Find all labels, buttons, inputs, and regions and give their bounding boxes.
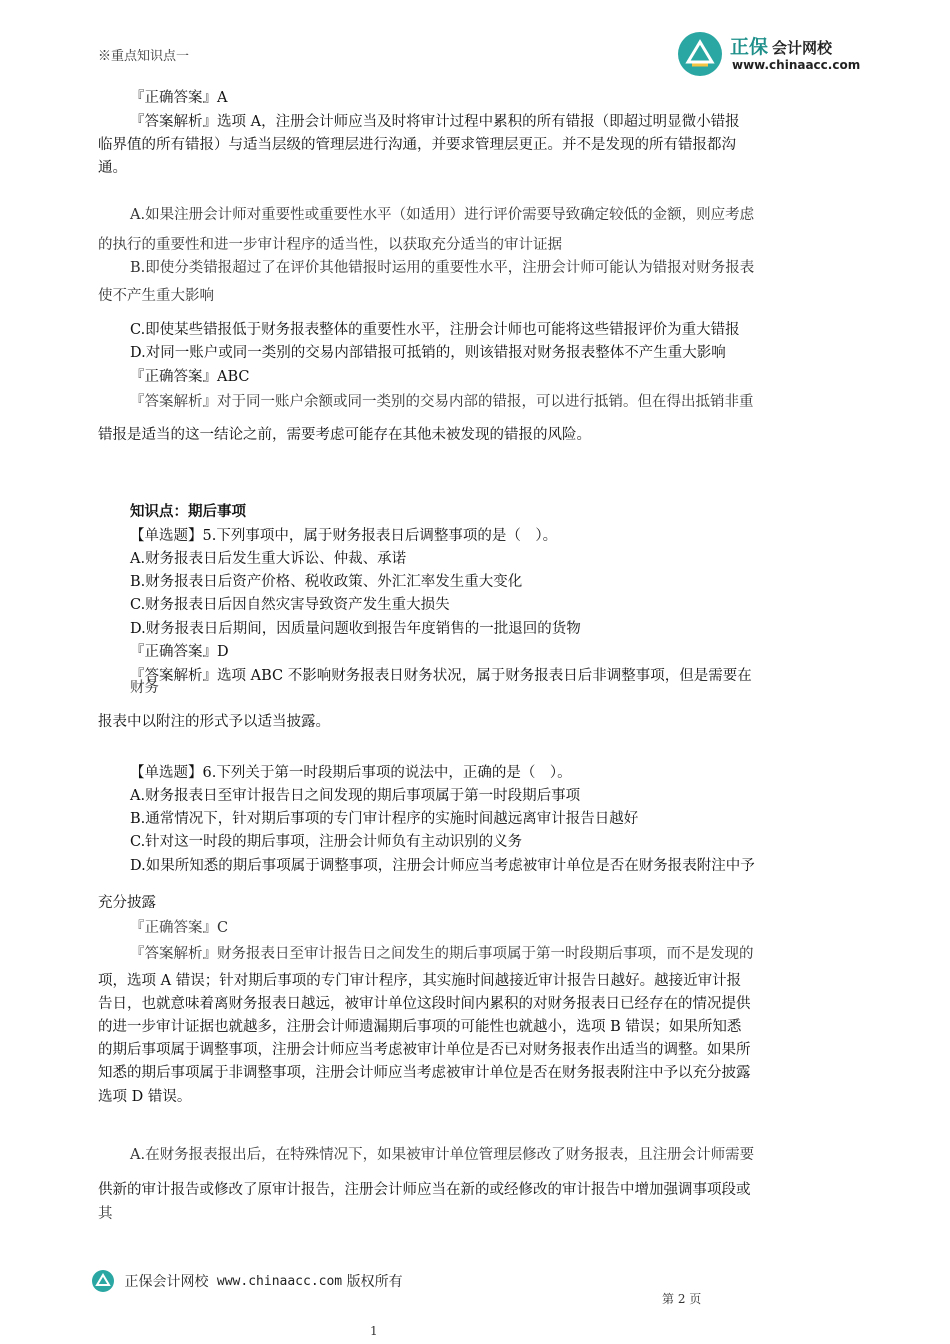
text-line: D.财务报表日后期间，因质量问题收到报告年度销售的一批退回的货物 (130, 621, 581, 637)
text-line: 『正确答案』ABC (130, 369, 250, 385)
text-line: B.通常情况下，针对期后事项的专门审计程序的实施时间越远离审计报告日越好 (130, 811, 639, 827)
cut-text: B.即使分类错报超过了在评价其他错报时运用的重要性水平，注册会计师可能认为错报对财务报表 (130, 260, 755, 276)
cut-text: 『正确答案』C (130, 920, 229, 936)
footer-logo-icon (92, 1270, 114, 1292)
text-line: 的进一步审计证据也就越多，注册会计师遗漏期后事项的可能性也就越小，选项 B 错误；如果所知悉 (98, 1019, 742, 1035)
text-line: 临界值的所有错报）与适当层级的管理层进行沟通，并要求管理层更正。并不是发现的所有错报都沟 (98, 137, 736, 153)
text-line: D.对同一账户或同一类别的交易内部错报可抵销的，则该错报对财务报表整体不产生重大影响 (130, 345, 726, 361)
page-label: 第 2 页 (662, 1292, 702, 1306)
text-line: A.财务报表日至审计报告日之间发现的期后事项属于第一时段期后事项 (130, 788, 581, 804)
cut-text: 其 (98, 1206, 113, 1222)
page-number: 1 (370, 1324, 378, 1338)
cut-text-line (130, 260, 755, 278)
brand-logo (676, 30, 866, 78)
text-line: D.如果所知悉的期后事项属于调整事项，注册会计师应当考虑被审计单位是否在财务报表附注中予 (130, 858, 755, 874)
cut-text-line (98, 237, 562, 255)
text-line: 充分披露 (98, 895, 156, 911)
text-line: A.财务报表日后发生重大诉讼、仲裁、承诺 (130, 551, 407, 567)
text-line: 通。 (98, 160, 127, 176)
text-line: 『正确答案』D (130, 644, 229, 660)
text-line: 项，选项 A 错误；针对期后事项的专门审计程序，其实施时间越接近审计报告日越好。越接近审计报 (98, 973, 742, 989)
cut-top-line: ※重点知识点一 (98, 49, 190, 64)
cut-text: 『答案解析』对于同一账户余额或同一类别的交易内部的错报，可以进行抵销。但在得出抵销非重 (130, 394, 754, 410)
text-line: B.财务报表日后资产价格、税收政策、外汇汇率发生重大变化 (130, 574, 523, 590)
cut-text: 财务 (130, 680, 159, 696)
cut-text-line (98, 1204, 113, 1222)
text-line: 『正确答案』A (130, 90, 228, 106)
cut-text-line (130, 1147, 755, 1165)
cut-text-line (130, 207, 755, 225)
logo-brand: 正保 会计网校 (730, 36, 833, 58)
text-line: 的期后事项属于调整事项，注册会计师应当考虑被审计单位是否已对财务报表作出适当的调整。如果所 (98, 1042, 751, 1058)
text-line: 供新的审计报告或修改了原审计报告，注册会计师应当在新的或经修改的审计报告中增加强调事项段或 (98, 1182, 751, 1198)
footer-rights: 版权所有 (346, 1274, 403, 1290)
text-line: 选项 D 错误。 (98, 1089, 192, 1105)
cut-text-line (130, 680, 159, 698)
logo-circle-icon (678, 32, 722, 76)
cut-text: A.在财务报表报出后，在特殊情况下，如果被审计单位管理层修改了财务报表，且注册会计师需要 (130, 1147, 755, 1163)
text-line: C.财务报表日后因自然灾害导致资产发生重大损失 (130, 597, 450, 613)
cut-text-line (130, 392, 754, 410)
cut-text-line (130, 918, 229, 936)
cut-text-line (98, 288, 214, 306)
text-line: 错报是适当的这一结论之前，需要考虑可能存在其他未被发现的错报的风险。 (98, 427, 591, 443)
text-line: 『答案解析』选项 A，注册会计师应当及时将审计过程中累积的所有错报（即超过明显微小错报 (130, 114, 740, 130)
cut-text: A.如果注册会计师对重要性或重要性水平（如适用）进行评价需要导致确定较低的金额，则应考虑 (130, 207, 755, 223)
footer-brand: 正保会计网校 (124, 1274, 209, 1290)
footer-url: www.chinaacc.com (216, 1273, 343, 1289)
footer (92, 1270, 403, 1296)
text-line: C.即使某些错报低于财务报表整体的重要性水平，注册会计师也可能将这些错报评价为重大错报 (130, 322, 740, 338)
text-line: 【单选题】6.下列关于第一时段期后事项的说法中，正确的是（ ）。 (130, 765, 572, 781)
logo-url: www.chinaacc.com (732, 58, 861, 72)
cut-text: 的执行的重要性和进一步审计程序的适当性，以获取充分适当的审计证据 (98, 237, 562, 253)
text-line: 【单选题】5.下列事项中，属于财务报表日后调整事项的是（ ）。 (130, 528, 558, 544)
text-line: 报表中以附注的形式予以适当披露。 (98, 714, 330, 730)
cut-text: 『答案解析』财务报表日至审计报告日之间发生的期后事项属于第一时段期后事项，而不是发现的 (130, 946, 754, 962)
cut-text-line (130, 944, 754, 962)
text-line: 告日，也就意味着离财务报表日越远，被审计单位这段时间内累积的对财务报表日已经存在的情况提供 (98, 996, 751, 1012)
section-title: 知识点：期后事项 (130, 504, 246, 520)
text-line: 『答案解析』选项 ABC 不影响财务报表日财务状况，属于财务报表日后非调整事项，但是需要在 (130, 668, 752, 684)
text-line: C.针对这一时段的期后事项，注册会计师负有主动识别的义务 (130, 834, 523, 850)
cut-text: 使不产生重大影响 (98, 288, 214, 304)
text-line: 知悉的期后事项属于非调整事项，注册会计师应当考虑被审计单位是否在财务报表附注中予以充分披露 (98, 1065, 751, 1081)
